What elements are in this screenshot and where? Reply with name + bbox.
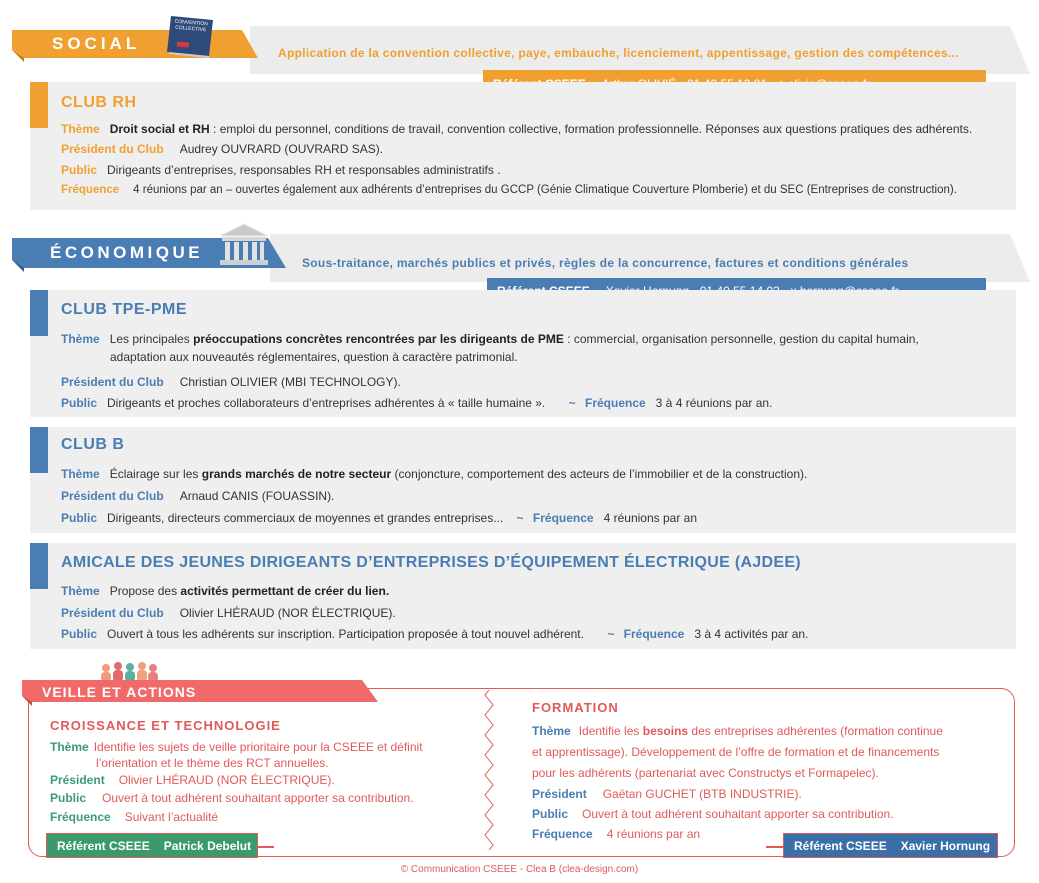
- frequence-value: 4 réunions par an: [606, 827, 701, 841]
- president-value: Gaëtan GUCHET (BTB INDUSTRIE).: [602, 787, 802, 801]
- people-icon: [98, 660, 160, 682]
- croissance-title: CROISSANCE ET TECHNOLOGIE: [50, 718, 281, 733]
- president-value: Olivier LHÉRAUD (NOR ÉLECTRIQUE).: [179, 606, 396, 620]
- footer-credit: © Communication CSEEE - Clea B (clea-design.com): [400, 864, 639, 875]
- president-label: Président: [532, 787, 587, 801]
- frequence-label: Fréquence: [584, 396, 646, 410]
- economique-subtitle: Sous-traitance, marchés publics et privés, règles de la concurrence, factures et conditions générales: [302, 256, 909, 270]
- croissance-referent-name: Patrick Debelut: [163, 838, 252, 853]
- theme-label: Thème: [61, 122, 100, 136]
- public-value: Dirigeants, directeurs commerciaux de moyennes et grandes entreprises...: [107, 511, 504, 525]
- public-value: Dirigeants et proches collaborateurs d’entreprises adhérentes à « taille humaine ».: [107, 396, 546, 410]
- public-value: Ouvert à tout adhérent souhaitant apporter sa contribution.: [582, 807, 894, 821]
- frequence-label: Fréquence: [61, 184, 120, 196]
- club-b-title: CLUB B: [61, 436, 125, 453]
- president-label: Président du Club: [61, 375, 164, 389]
- theme-pre: Identifie les: [578, 724, 643, 738]
- theme-line1: Identifie les sujets de veille prioritaire pour la CSEEE et définit: [93, 740, 423, 754]
- formation-referent-bar: [783, 833, 998, 858]
- formation-theme-line3: pour les adhérents (partenariat avec Constructys et Formapelec).: [532, 766, 879, 780]
- president-value: Audrey OUVRARD (OUVRARD SAS).: [179, 142, 384, 156]
- theme-pre: Éclairage sur les: [109, 467, 202, 481]
- book-cover-text: CONVENTION COLLECTIVE: [174, 18, 209, 34]
- public-value: Ouvert à tout adhérent souhaitant apporter sa contribution.: [102, 791, 414, 805]
- president-value: Olivier LHÉRAUD (NOR ÉLECTRIQUE).: [118, 773, 335, 787]
- croissance-public-row: [50, 791, 414, 805]
- formation-referent-label: Référent CSEEE: [794, 838, 887, 853]
- club-rh-title: CLUB RH: [61, 94, 137, 111]
- public-label: Public: [61, 511, 98, 525]
- theme-text: : commercial, organisation personnelle, gestion du capital humain,: [563, 332, 919, 346]
- formation-title: FORMATION: [532, 700, 619, 715]
- theme-label: Thème: [50, 740, 89, 754]
- theme-bold: préoccupations concrètes rencontrées par les dirigeants de PME: [193, 332, 564, 346]
- formation-president-row: [532, 787, 802, 801]
- theme-text: (conjoncture, comportement des acteurs de l’immobilier et de la construction).: [391, 467, 808, 481]
- croissance-referent-line: [258, 846, 274, 848]
- frequence-value: 3 à 4 activités par an.: [694, 627, 809, 641]
- theme-bold: grands marchés de notre secteur: [201, 467, 392, 481]
- president-value: Christian OLIVIER (MBI TECHNOLOGY).: [179, 375, 401, 389]
- theme-label: Thème: [61, 467, 100, 481]
- theme-line1: des entreprises adhérentes (formation continue: [688, 724, 943, 738]
- veille-tab-label: VEILLE ET ACTIONS: [42, 684, 197, 700]
- president-value: Arnaud CANIS (FOUASSIN).: [179, 489, 335, 503]
- club-tpe-theme-line2: adaptation aux nouveautés réglementaires, question à caractère patrimonial.: [110, 350, 518, 364]
- frequence-label: Fréquence: [623, 627, 685, 641]
- tilde-icon: ~: [568, 396, 576, 410]
- public-value: Ouvert à tous les adhérents sur inscription. Participation proposée à tout nouvel adhérent.: [107, 627, 584, 641]
- club-tpe-title: CLUB TPE-PME: [61, 301, 187, 318]
- president-label: Président du Club: [61, 489, 164, 503]
- frequence-label: Fréquence: [532, 511, 594, 525]
- public-label: Public: [61, 163, 98, 177]
- frequence-value: 3 à 4 réunions par an.: [655, 396, 773, 410]
- economique-tab-label: ÉCONOMIQUE: [50, 243, 204, 262]
- theme-bold: activités permettant de créer du lien.: [180, 584, 390, 598]
- formation-frequence-row: [532, 827, 700, 841]
- tilde-icon: ~: [516, 511, 524, 525]
- theme-bold: Droit social et RH: [109, 122, 210, 136]
- veille-divider: [484, 690, 494, 850]
- formation-theme-row: [532, 724, 943, 738]
- croissance-referent-bar: [46, 833, 258, 858]
- croissance-theme-row: [50, 740, 423, 754]
- croissance-president-row: [50, 773, 335, 787]
- public-label: Public: [61, 396, 98, 410]
- croissance-referent-label: Référent CSEEE: [57, 838, 150, 853]
- president-label: Président du Club: [61, 142, 164, 156]
- theme-label: Thème: [61, 584, 100, 598]
- public-value: Dirigeants d’entreprises, responsables RH et responsables administratifs .: [107, 163, 501, 177]
- formation-public-row: [532, 807, 894, 821]
- club-ajdee-title: AMICALE DES JEUNES DIRIGEANTS D’ENTREPRISES D’ÉQUIPEMENT ÉLECTRIQUE (AJDEE): [61, 554, 801, 571]
- frequence-label: Fréquence: [532, 827, 593, 841]
- frequence-label: Fréquence: [50, 810, 111, 824]
- croissance-frequence-row: [50, 810, 218, 824]
- public-label: Public: [50, 791, 87, 805]
- formation-referent-name: Xavier Hornung: [900, 838, 991, 853]
- frequence-value: Suivant l’actualité: [124, 810, 219, 824]
- theme-label: Thème: [532, 724, 571, 738]
- theme-text: : emploi du personnel, conditions de travail, convention collective, formation professionnelle. Réponses aux questions pratiques des adhérents.: [209, 122, 973, 136]
- president-label: Président du Club: [61, 606, 164, 620]
- theme-label: Thème: [61, 332, 100, 346]
- formation-theme-line2: et apprentissage). Développement de l’offre de formation et de financements: [532, 745, 940, 759]
- public-label: Public: [532, 807, 569, 821]
- theme-pre: Les principales: [109, 332, 194, 346]
- theme-bold: besoins: [642, 724, 689, 738]
- theme-pre: Propose des: [109, 584, 181, 598]
- formation-referent-line: [766, 846, 784, 848]
- social-tab-label: SOCIAL: [52, 34, 141, 53]
- public-label: Public: [61, 627, 98, 641]
- social-subtitle: Application de la convention collective, paye, embauche, licenciement, appentissage, gestion des compétences...: [278, 46, 959, 60]
- tilde-icon: ~: [607, 627, 615, 641]
- president-label: Président: [50, 773, 105, 787]
- croissance-theme-line2: l’orientation et le thème des RCT annuelles.: [96, 756, 329, 770]
- frequence-value: 4 réunions par an – ouvertes également aux adhérents d’entreprises du GCCP (Génie Climatique Couverture Plomberie) et du SEC (Entreprises de construction).: [133, 184, 957, 196]
- frequence-value: 4 réunions par an: [603, 511, 697, 525]
